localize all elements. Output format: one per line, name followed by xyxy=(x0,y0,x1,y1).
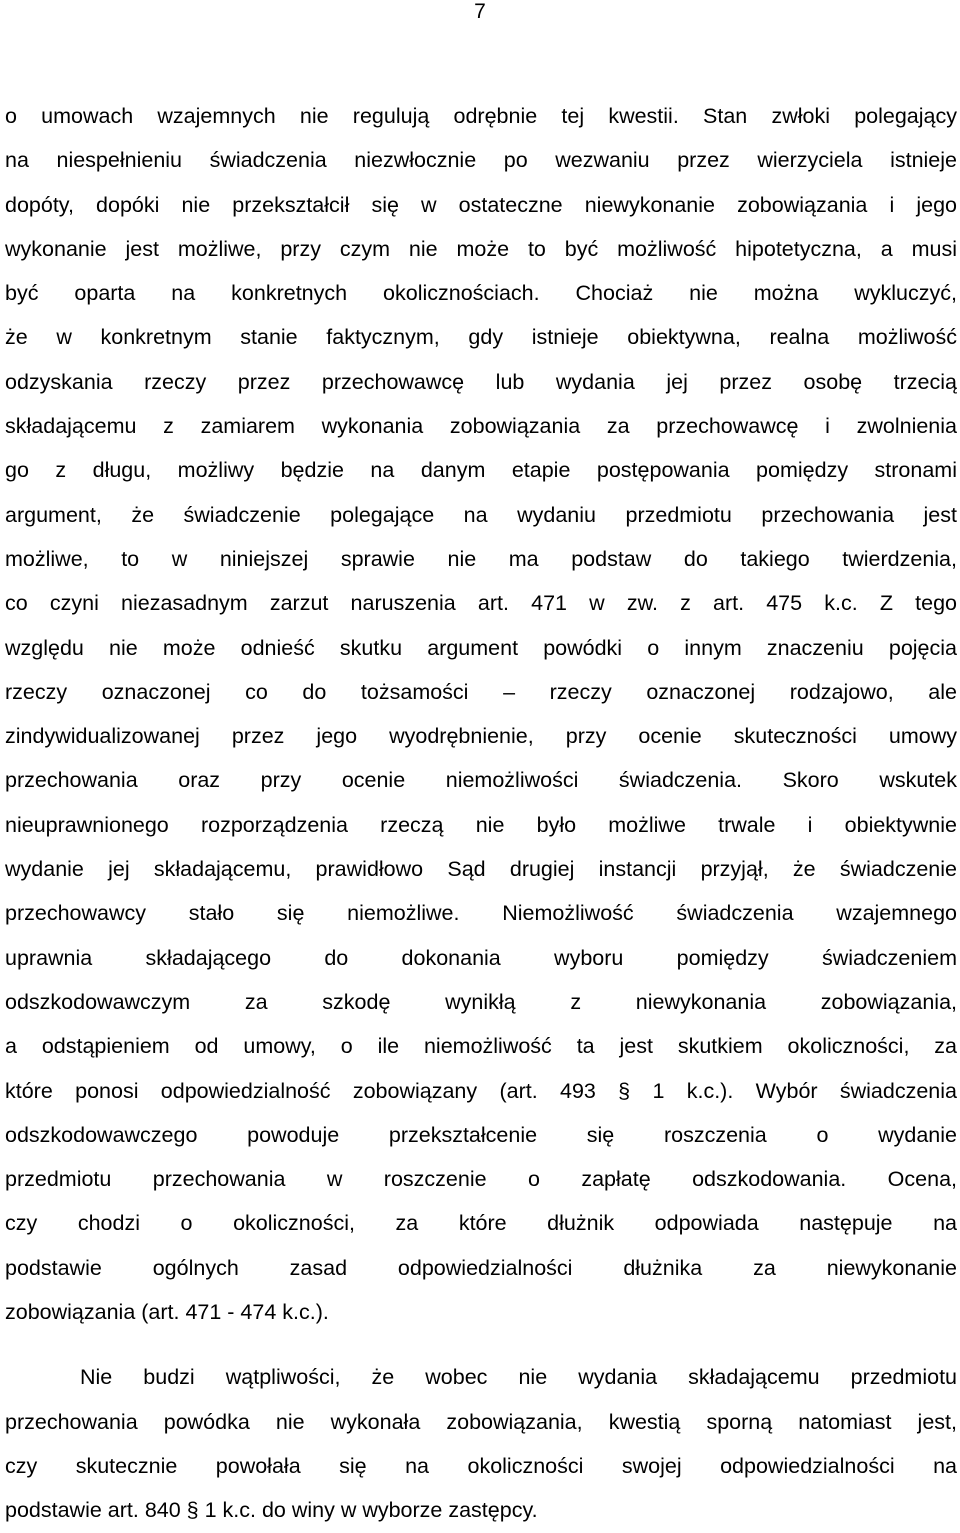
text-line: które ponosi odpowiedzialność zobowiązany (art. 493 § 1 k.c.). Wybór świadczenia xyxy=(5,1078,957,1103)
text-line: go z długu, możliwy będzie na danym etapie postępowania pomiędzy stronami xyxy=(5,458,957,483)
text-line: odszkodowawczego powoduje przekształcenie się roszczenia o wydanie xyxy=(5,1122,957,1147)
text-line: dopóty, dopóki nie przekształcił się w ostateczne niewykonanie zobowiązania i jego xyxy=(5,192,957,217)
text-line: wykonanie jest możliwe, przy czym nie może to być możliwość hipotetyczna, a musi xyxy=(5,236,957,261)
text-line: możliwe, to w niniejszej sprawie nie ma podstaw do takiego twierdzenia, xyxy=(5,546,957,571)
text-line: przechowania powódka nie wykonała zobowiązania, kwestią sporną natomiast jest, xyxy=(5,1409,957,1434)
text-line: odszkodowawczym za szkodę wynikłą z niewykonania zobowiązania, xyxy=(5,989,957,1014)
text-line: uprawnia składającego do dokonania wyboru pomiędzy świadczeniem xyxy=(5,945,957,970)
text-line: na niespełnieniu świadczenia niezwłocznie po wezwaniu przez wierzyciela istnieje xyxy=(5,148,957,173)
text-line: czy chodzi o okoliczności, za które dłużnik odpowiada następuje na xyxy=(5,1211,957,1236)
text-line: o umowach wzajemnych nie regulują odrębnie tej kwestii. Stan zwłoki polegający xyxy=(5,104,957,128)
text-line: nieuprawnionego rozporządzenia rzeczą nie było możliwe trwale i obiektywnie xyxy=(5,812,957,837)
paragraph-gap xyxy=(5,1334,957,1355)
text-line: być oparta na konkretnych okolicznościach. Chociaż nie można wykluczyć, xyxy=(5,281,957,306)
text-line: zobowiązania (art. 471 - 474 k.c.). xyxy=(5,1300,329,1325)
text-line: argument, że świadczenie polegające na wydaniu przedmiotu przechowania jest xyxy=(5,502,957,527)
text-line: czy skutecznie powołała się na okoliczności swojej odpowiedzialności na xyxy=(5,1453,957,1478)
document-body xyxy=(5,94,957,1533)
text-line: przechowania oraz przy ocenie niemożliwości świadczenia. Skoro wskutek xyxy=(5,768,957,793)
text-line: podstawie ogólnych zasad odpowiedzialności dłużnika za niewykonanie xyxy=(5,1255,957,1280)
text-line: rzeczy oznaczonej co do tożsamości – rzeczy oznaczonej rodzajowo, ale xyxy=(5,679,957,704)
text-line: przechowawcy stało się niemożliwe. Niemożliwość świadczenia wzajemnego xyxy=(5,901,957,926)
paragraph-2 xyxy=(5,1355,957,1532)
text-line: odzyskania rzeczy przez przechowawcę lub wydania jej przez osobę trzecią xyxy=(5,369,957,394)
text-line: wydanie jej składającemu, prawidłowo Sąd drugiej instancji przyjął, że świadczenie xyxy=(5,857,957,882)
text-line: co czyni niezasadnym zarzut naruszenia art. 471 w zw. z art. 475 k.c. Z tego xyxy=(5,591,957,616)
text-line: podstawie art. 840 § 1 k.c. do winy w wyborze zastępcy. xyxy=(5,1498,538,1523)
text-line: przedmiotu przechowania w roszczenie o zapłatę odszkodowania. Ocena, xyxy=(5,1167,957,1192)
page-number: 7 xyxy=(474,0,486,23)
text-line: zindywidualizowanej przez jego wyodrębnienie, przy ocenie skuteczności umowy xyxy=(5,724,957,749)
text-line: że w konkretnym stanie faktycznym, gdy istnieje obiektywna, realna możliwość xyxy=(5,325,957,350)
text-line: Nie budzi wątpliwości, że wobec nie wydania składającemu przedmiotu xyxy=(80,1365,957,1390)
paragraph-1 xyxy=(5,94,957,1334)
text-line: a odstąpieniem od umowy, o ile niemożliwość ta jest skutkiem okoliczności, za xyxy=(5,1034,957,1059)
text-line: składającemu z zamiarem wykonania zobowiązania za przechowawcę i zwolnienia xyxy=(5,414,957,439)
text-line: względu nie może odnieść skutku argument powódki o innym znaczeniu pojęcia xyxy=(5,635,957,660)
